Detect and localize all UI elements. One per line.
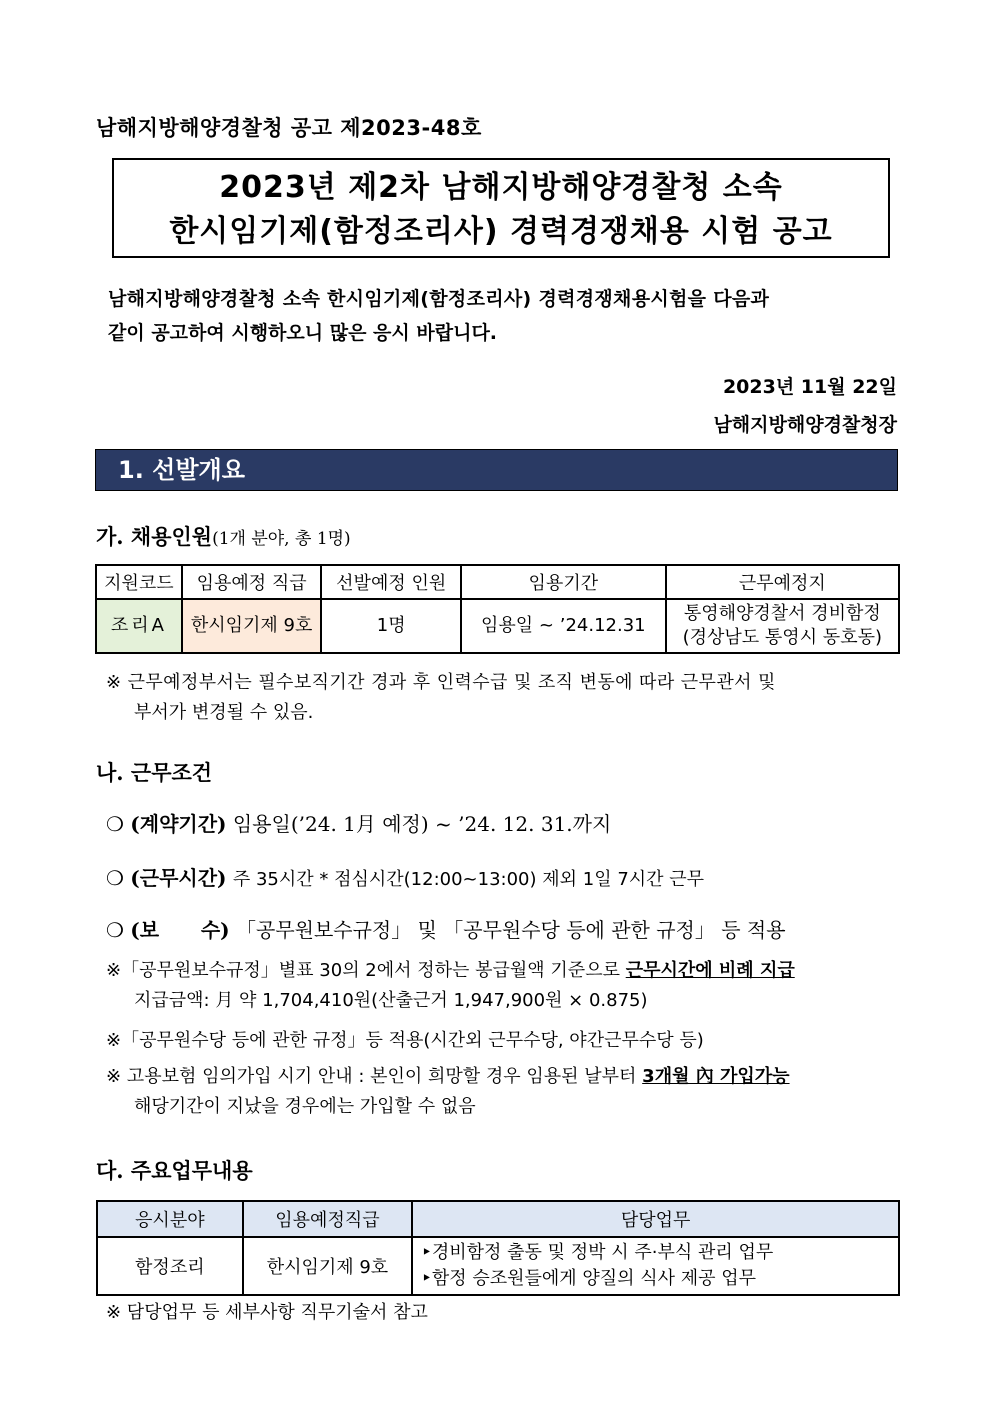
header-field: 응시분야: [97, 1201, 243, 1237]
subheading-a-label: 가. 채용인원: [96, 524, 213, 549]
bullet-icon: ❍: [106, 918, 124, 942]
duty-line-1: ‣경비함정 출동 및 정박 시 주·부식 관리 업무: [421, 1242, 774, 1263]
condition-pay-label: (보 수): [130, 918, 230, 942]
section-header: [95, 449, 898, 491]
cell-period: 임용일 ~ ’24.12.31: [461, 599, 666, 653]
pay-note-2: ※「공무원수당 등에 관한 규정」등 적용(시간외 근무수당, 야간근무수당 등): [106, 1030, 704, 1051]
bullet-icon: ❍: [106, 812, 124, 836]
subheading-b: 나. 근무조건: [96, 760, 213, 785]
cell-rank: 한시임기제 9호: [243, 1237, 413, 1295]
pay-note-3-text: ※ 고용보험 임의가입 시기 안내 : 본인이 희망할 경우 임용된 날부터: [106, 1066, 643, 1087]
section-title: 1. 선발개요: [118, 456, 245, 484]
location-line-1: 통영해양경찰서 경비함정: [683, 603, 881, 624]
title-line-2: 한시임기제(함정조리사) 경력경쟁채용 시험 공고: [169, 214, 833, 249]
bullet-icon: ❍: [106, 866, 124, 890]
subheading-a-detail: (1개 분야, 총 1명): [212, 529, 351, 549]
header-code: 지원코드: [96, 565, 182, 599]
title-box: [112, 158, 890, 258]
cell-duty: [412, 1237, 899, 1295]
condition-hours-label: (근무시간): [130, 866, 227, 890]
pay-note-3-line-1: [106, 1062, 898, 1092]
cell-field: 함정조리: [97, 1237, 243, 1295]
header-count: 선발예정 인원: [321, 565, 461, 599]
title-line-1: 2023년 제2차 남해지방해양경찰청 소속: [219, 170, 783, 205]
header-rank: 임용예정 직급: [182, 565, 322, 599]
notice-number: 남해지방해양경찰청 공고 제2023-48호: [96, 116, 482, 140]
condition-pay-text: 「공무원보수규정」 및 「공무원수당 등에 관한 규정」 등 적용: [236, 918, 786, 942]
intro-line-2: 같이 공고하여 시행하오니 많은 응시 바랍니다.: [108, 322, 498, 344]
location-line-2: (경상남도 통영시 동호동): [682, 627, 882, 648]
duty-line-2: ‣함정 승조원들에게 양질의 식사 제공 업무: [421, 1268, 757, 1289]
condition-contract: [106, 808, 611, 837]
cell-count: 1명: [321, 599, 461, 653]
note-c: ※ 담당업무 등 세부사항 직무기술서 참고: [106, 1302, 428, 1323]
pay-note-1-emphasis: 근무시간에 비례 지급: [625, 960, 795, 981]
table-header-row: [96, 565, 899, 599]
table-header-row: [97, 1201, 899, 1237]
intro-line-1: 남해지방해양경찰청 소속 한시임기제(함정조리사) 경력경쟁채용시험을 다음과: [108, 288, 770, 310]
pay-note-3: [106, 1062, 898, 1122]
pay-note-3-emphasis: 3개월 內 가입가능: [642, 1066, 790, 1087]
duties-table: [96, 1200, 900, 1296]
subheading-c: 다. 주요업무내용: [96, 1158, 253, 1183]
note-a: [106, 668, 898, 728]
issuer: 남해지방해양경찰청장: [713, 414, 897, 436]
header-period: 임용기간: [461, 565, 666, 599]
pay-note-1-line-2: 지급금액: 月 약 1,704,410원(산출근거 1,947,900원 × 0.875): [134, 990, 648, 1011]
pay-note-3-line-2: 해당기간이 지났을 경우에는 가입할 수 없음: [134, 1096, 476, 1117]
header-rank: 임용예정직급: [243, 1201, 413, 1237]
pay-note-1: [106, 956, 898, 1016]
notice-date: 2023년 11월 22일: [722, 376, 897, 398]
table-row: [96, 599, 899, 653]
condition-contract-label: (계약기간): [130, 812, 227, 836]
note-a-line-1: ※ 근무예정부서는 필수보직기간 경과 후 인력수급 및 조직 변동에 따라 근무관서 및: [106, 672, 776, 693]
condition-hours-text: 주 35시간 * 점심시간(12:00~13:00) 제외 1일 7시간 근무: [232, 869, 705, 890]
cell-rank: 한시임기제 9호: [182, 599, 322, 653]
note-a-line-2: 부서가 변경될 수 있음.: [134, 702, 314, 723]
recruitment-table: [95, 564, 900, 654]
header-duty: 담당업무: [412, 1201, 899, 1237]
table-row: [97, 1237, 899, 1295]
condition-pay: [106, 914, 786, 943]
condition-hours: [106, 862, 704, 891]
subheading-a: [96, 521, 351, 551]
pay-note-1-text: ※「공무원보수규정」별표 30의 2에서 정하는 봉급월액 기준으로: [106, 960, 626, 981]
header-location: 근무예정지: [666, 565, 899, 599]
intro-paragraph: [108, 282, 898, 350]
pay-note-1-line-1: [106, 956, 898, 986]
cell-location: [666, 599, 899, 653]
cell-code: 조리A: [96, 599, 182, 653]
condition-contract-text: 임용일(’24. 1月 예정) ~ ’24. 12. 31.까지: [232, 812, 612, 836]
